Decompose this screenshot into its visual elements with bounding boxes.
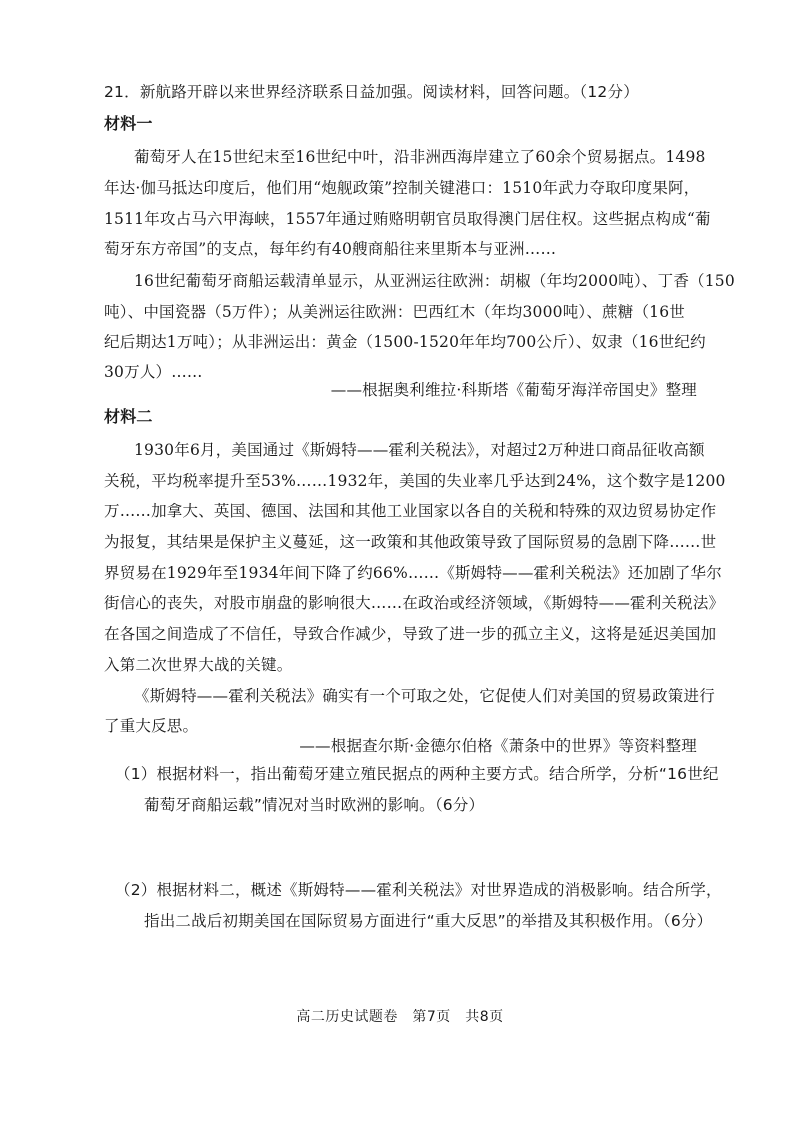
material2-line: 界贸易在1929年至1934年间下降了约66%……《斯姆特——霍利关税法》还加剧了华尔 bbox=[104, 564, 722, 582]
material2-line: 入第二次世界大战的关键。 bbox=[104, 656, 293, 674]
subquestion-2-line1: （2）根据材料二，概述《斯姆特——霍利关税法》对世界造成的消极影响。结合所学， bbox=[115, 881, 722, 899]
material1-line: 纪后期达1万吨）；从非洲运出：黄金（1500-1520年年均700公斤）、奴隶（16世纪约 bbox=[104, 333, 706, 351]
material2-line: 1930年6月，美国通过《斯姆特——霍利关税法》，对超过2万种进口商品征收高额 bbox=[134, 441, 705, 459]
material2-line: 街信心的丧失，对股市崩盘的影响很大……在政治或经济领域，《斯姆特——霍利关税法》 bbox=[104, 594, 725, 612]
material1-line: 30万人）…… bbox=[104, 363, 203, 381]
material2-line: 万……加拿大、英国、德国、法国和其他工业国家以各自的关税和特殊的双边贸易协定作 bbox=[104, 502, 717, 520]
page-footer: 高二历史试题卷 第7页 共8页 bbox=[296, 1009, 504, 1025]
material1-source: ——根据奥利维拉·科斯塔《葡萄牙海洋帝国史》整理 bbox=[330, 381, 697, 399]
subquestion-2-line2: 指出二战后初期美国在国际贸易方面进行“重大反思”的举措及其积极作用。（6分） bbox=[144, 912, 713, 930]
material2-line: 在各国之间造成了不信任，导致合作减少，导致了进一步的孤立主义，这将是延迟美国加 bbox=[104, 625, 717, 643]
material1-line: 16世纪葡萄牙商船运载清单显示，从亚洲运往欧洲：胡椒（年均2000吨）、丁香（150 bbox=[134, 272, 735, 290]
material2-line: 了重大反思。 bbox=[104, 717, 199, 735]
material2-line: 为报复，其结果是保护主义蔓延，这一政策和其他政策导致了国际贸易的急剧下降……世 bbox=[104, 533, 717, 551]
material2-line: 《斯姆特——霍利关税法》确实有一个可取之处，它促使人们对美国的贸易政策进行 bbox=[134, 687, 715, 705]
material1-line: 萄牙东方帝国”的支点，每年约有40艘商船往来里斯本与亚洲…… bbox=[104, 240, 557, 258]
material2-line: 关税，平均税率提升至53%……1932年，美国的失业率几乎达到24%，这个数字是1200 bbox=[104, 472, 726, 490]
subquestion-1-line2: 葡萄牙商船运载”情况对当时欧洲的影响。（6分） bbox=[144, 796, 485, 814]
material1-line: 年达·伽马抵达印度后，他们用“炮舰政策”控制关键港口：1510年武力夺取印度果阿， bbox=[104, 179, 700, 197]
material1-line: 1511年攻占马六甲海峡，1557年通过贿赂明朝官员取得澳门居住权。这些据点构成“葡 bbox=[104, 210, 711, 228]
material1-line: 葡萄牙人在15世纪末至16世纪中叶，沿非洲西海岸建立了60余个贸易据点。1498 bbox=[134, 148, 706, 166]
question-title: 21．新航路开辟以来世界经济联系日益加强。阅读材料，回答问题。（12分） bbox=[104, 83, 639, 101]
subquestion-1-line1: （1）根据材料一，指出葡萄牙建立殖民据点的两种主要方式。结合所学，分析“16世纪 bbox=[115, 765, 719, 783]
material2-heading: 材料二 bbox=[104, 407, 153, 426]
material1-line: 吨）、中国瓷器（5万件）；从美洲运往欧洲：巴西红木（年均3000吨）、蔗糖（16世 bbox=[104, 303, 685, 321]
material2-source: ——根据查尔斯·金德尔伯格《萧条中的世界》等资料整理 bbox=[299, 737, 697, 755]
material1-heading: 材料一 bbox=[104, 114, 153, 133]
